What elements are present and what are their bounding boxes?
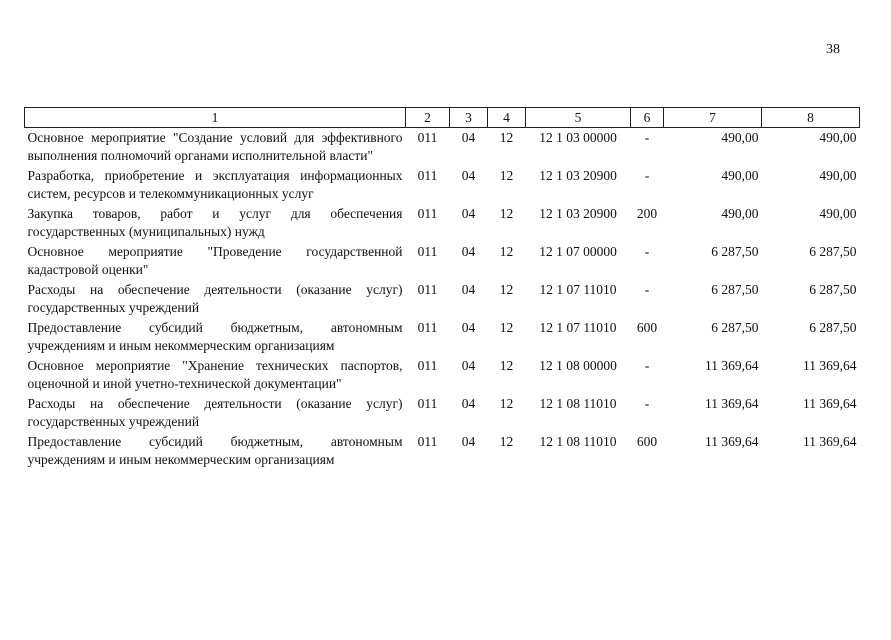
cell-subsection: 12 [499, 206, 514, 221]
cell-amount-1: 6 287,50 [711, 320, 759, 335]
row-name: Закупка товаров, работ и услуг для обеспечения государственных (муниципальных) нужд [27, 206, 403, 239]
cell-subsection: 12 [499, 244, 514, 259]
table-row [25, 204, 860, 242]
cell-amount-1: 6 287,50 [711, 244, 759, 259]
cell-expense-type: - [644, 168, 650, 183]
page-number: 38 [826, 42, 840, 57]
row-name: Предоставление субсидий бюджетным, автономным учреждениям и иным некоммерческим организациям [27, 320, 403, 353]
cell-ministry-code: 011 [417, 168, 438, 183]
cell-ministry-code: 011 [417, 396, 438, 411]
cell-target-article: 12 1 03 20900 [539, 206, 617, 221]
cell-subsection: 12 [499, 396, 514, 411]
table-row [25, 166, 860, 204]
cell-ministry-code: 011 [417, 320, 438, 335]
table-row [25, 242, 860, 280]
table-row [25, 128, 860, 167]
cell-amount-2: 11 369,64 [803, 358, 857, 373]
cell-expense-type: - [644, 396, 650, 411]
table-row [25, 318, 860, 356]
cell-expense-type: 600 [636, 434, 658, 449]
column-header: 3 [450, 108, 488, 128]
cell-target-article: 12 1 08 11010 [539, 396, 617, 411]
cell-amount-1: 490,00 [721, 168, 759, 183]
row-name: Расходы на обеспечение деятельности (оказание услуг) государственных учреждений [27, 396, 403, 429]
cell-expense-type: - [644, 282, 650, 297]
row-name: Основное мероприятие "Создание условий для эффективного выполнения полномочий органами исполнительной власти" [27, 130, 403, 163]
cell-target-article: 12 1 07 00000 [539, 244, 617, 259]
column-header: 7 [664, 108, 762, 128]
cell-target-article: 12 1 07 11010 [539, 320, 617, 335]
cell-section: 04 [461, 130, 476, 145]
cell-subsection: 12 [499, 358, 514, 373]
cell-section: 04 [461, 358, 476, 373]
column-header: 2 [406, 108, 450, 128]
cell-amount-2: 490,00 [819, 206, 857, 221]
budget-table [24, 107, 860, 470]
row-name: Основное мероприятие "Хранение технических паспортов, оценочной и иной учетно-технической документации" [27, 358, 403, 391]
cell-target-article: 12 1 08 11010 [539, 434, 617, 449]
cell-section: 04 [461, 168, 476, 183]
column-header: 8 [762, 108, 860, 128]
cell-amount-1: 490,00 [721, 130, 759, 145]
cell-subsection: 12 [499, 130, 514, 145]
cell-target-article: 12 1 03 00000 [539, 130, 617, 145]
cell-amount-1: 11 369,64 [705, 434, 759, 449]
row-name: Разработка, приобретение и эксплуатация информационных систем, ресурсов и телекоммуникационных услуг [27, 168, 403, 201]
table-row [25, 432, 860, 470]
column-header: 4 [488, 108, 526, 128]
cell-ministry-code: 011 [417, 358, 438, 373]
row-name: Расходы на обеспечение деятельности (оказание услуг) государственных учреждений [27, 282, 403, 315]
cell-section: 04 [461, 244, 476, 259]
cell-ministry-code: 011 [417, 282, 438, 297]
cell-amount-1: 6 287,50 [711, 282, 759, 297]
cell-expense-type: 600 [636, 320, 658, 335]
cell-subsection: 12 [499, 168, 514, 183]
cell-expense-type: - [644, 358, 650, 373]
column-header: 1 [25, 108, 406, 128]
cell-amount-2: 11 369,64 [803, 434, 857, 449]
table-row [25, 394, 860, 432]
cell-amount-1: 11 369,64 [705, 358, 759, 373]
cell-section: 04 [461, 206, 476, 221]
cell-section: 04 [461, 434, 476, 449]
cell-section: 04 [461, 320, 476, 335]
cell-expense-type: 200 [636, 206, 658, 221]
row-name: Основное мероприятие "Проведение государственной кадастровой оценки" [27, 244, 403, 277]
cell-amount-2: 11 369,64 [803, 396, 857, 411]
cell-amount-1: 11 369,64 [705, 396, 759, 411]
cell-ministry-code: 011 [417, 206, 438, 221]
cell-section: 04 [461, 282, 476, 297]
cell-subsection: 12 [499, 320, 514, 335]
table-row [25, 280, 860, 318]
cell-subsection: 12 [499, 282, 514, 297]
row-name: Предоставление субсидий бюджетным, автономным учреждениям и иным некоммерческим организациям [27, 434, 403, 467]
cell-amount-1: 490,00 [721, 206, 759, 221]
column-header: 5 [526, 108, 631, 128]
cell-target-article: 12 1 07 11010 [539, 282, 617, 297]
cell-ministry-code: 011 [417, 434, 438, 449]
cell-expense-type: - [644, 244, 650, 259]
cell-amount-2: 490,00 [819, 168, 857, 183]
column-header: 6 [631, 108, 664, 128]
cell-amount-2: 6 287,50 [809, 320, 857, 335]
table-row [25, 356, 860, 394]
cell-ministry-code: 011 [417, 130, 438, 145]
cell-target-article: 12 1 03 20900 [539, 168, 617, 183]
cell-subsection: 12 [499, 434, 514, 449]
cell-target-article: 12 1 08 00000 [539, 358, 617, 373]
cell-amount-2: 6 287,50 [809, 282, 857, 297]
cell-section: 04 [461, 396, 476, 411]
table-header-row [25, 108, 860, 128]
cell-amount-2: 6 287,50 [809, 244, 857, 259]
cell-amount-2: 490,00 [819, 130, 857, 145]
cell-ministry-code: 011 [417, 244, 438, 259]
cell-expense-type: - [644, 130, 650, 145]
